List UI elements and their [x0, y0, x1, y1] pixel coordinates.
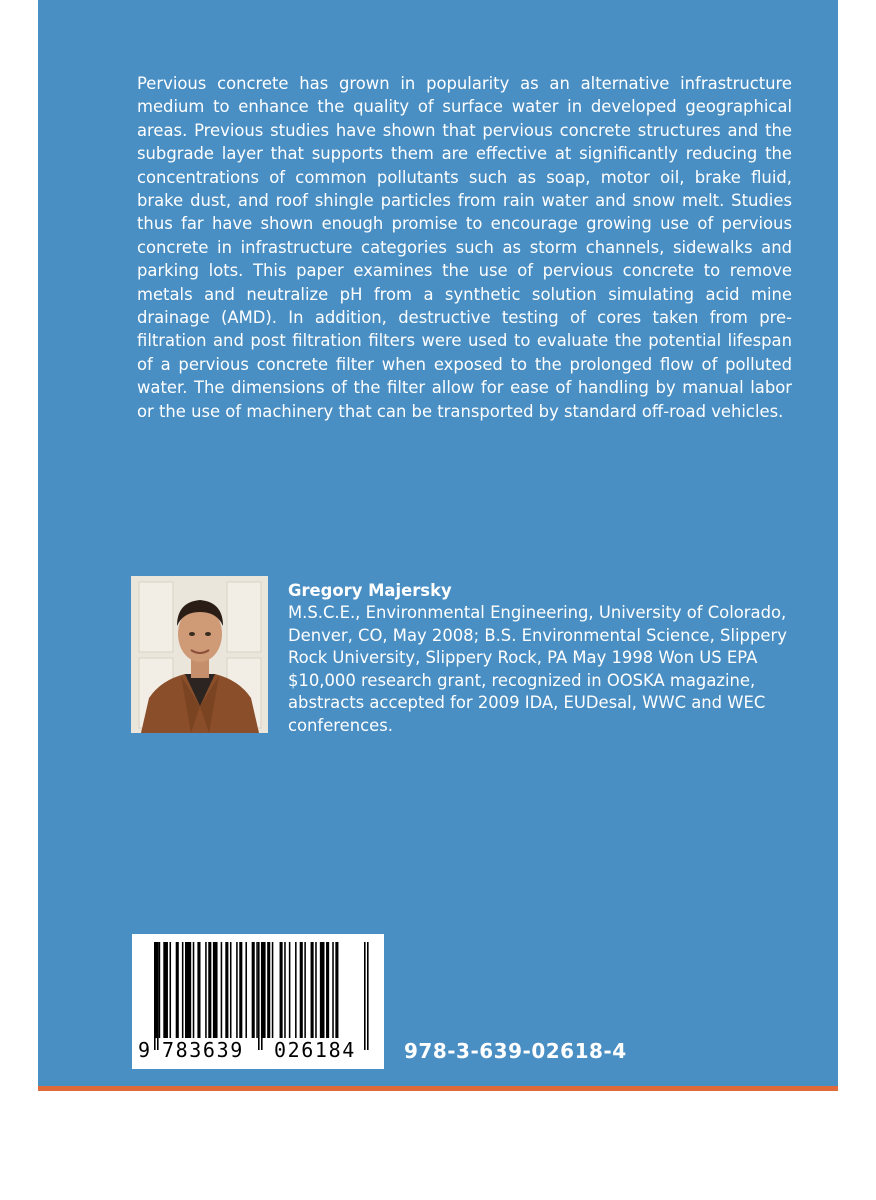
barcode-bar — [208, 942, 211, 1038]
barcode-bar — [335, 942, 338, 1038]
barcode-bar — [245, 942, 247, 1038]
barcode-bar — [230, 942, 232, 1038]
barcode-bar — [320, 942, 325, 1038]
barcode-guard-bar — [258, 942, 260, 1050]
author-bio: M.S.C.E., Environmental Engineering, University of Colorado, Denver, CO, May 2008; B.S. Environmental Science, Slippery Rock University, Slippery Rock, PA May 1998 Won US EPA $10,000 research grant, recognized in OOSKA magazine, abstracts accepted for 2009 IDA, EUDesal, WWC and WEC conferences. — [288, 603, 787, 735]
barcode-bar — [300, 942, 303, 1038]
barcode-bar — [289, 942, 291, 1038]
barcode-bar — [256, 942, 258, 1038]
barcode-bar — [252, 942, 255, 1038]
isbn-number: 978-3-639-02618-4 — [404, 1039, 627, 1063]
barcode-guard-bar — [157, 942, 159, 1050]
author-info — [288, 580, 793, 737]
barcode-bar — [176, 942, 179, 1038]
barcode — [132, 934, 384, 1069]
barcode-bar — [163, 942, 168, 1038]
barcode-digits — [132, 1038, 384, 1068]
barcode-bar — [185, 942, 191, 1038]
barcode-bar — [315, 942, 317, 1038]
barcode-digit-first: 9 — [138, 1038, 151, 1062]
barcode-bar — [284, 942, 286, 1038]
barcode-bar — [236, 942, 238, 1038]
bottom-stripe — [38, 1086, 838, 1091]
barcode-bar — [326, 942, 329, 1038]
barcode-bar — [225, 942, 228, 1038]
author-photo — [131, 576, 268, 733]
barcode-bar — [221, 942, 223, 1038]
barcode-bar — [239, 942, 242, 1038]
barcode-bar — [267, 942, 270, 1038]
barcode-bar — [311, 942, 314, 1038]
barcode-bar — [304, 942, 306, 1038]
barcode-digits-right: 026184 — [274, 1038, 356, 1062]
barcode-bar — [170, 942, 172, 1038]
author-portrait-image — [131, 576, 268, 733]
barcode-bar — [159, 942, 161, 1038]
barcode-bar — [332, 942, 334, 1038]
barcode-bar — [205, 942, 207, 1038]
author-name: Gregory Majersky — [288, 581, 452, 600]
barcode-guard-bar — [367, 942, 369, 1050]
barcode-bar — [193, 942, 195, 1038]
barcode-digits-left: 783639 — [162, 1038, 244, 1062]
barcode-guard-bar — [154, 942, 156, 1050]
book-description: Pervious concrete has grown in popularity as an alternative infrastructure medium to enhance the quality of surface water in developed geographical areas. Previous studies have shown that pervious concrete structures and the subgrade layer that supports them are effective at significantly reducing the concentrations of common pollutants such as soap, motor oil, brake fluid, brake dust, and roof shingle particles from rain water and snow melt. Studies thus far have shown enough promise to encourage growing use of pervious concrete in infrastructure categories such as storm channels, sidewalks and parking lots. This paper examines the use of pervious concrete to remove metals and neutralize pH from a synthetic solution simulating acid mine drainage (AMD). In addition, destructive testing of cores taken from pre-filtration and post filtration filters were used to evaluate the potential lifespan of a pervious concrete filter when exposed to the prolonged flow of polluted water. The dimensions of the filter allow for ease of handling by manual labor or the use of machinery that can be transported by standard off-road vehicles. — [137, 74, 792, 421]
barcode-bar — [295, 942, 297, 1038]
barcode-bar — [280, 942, 283, 1038]
barcode-bar — [197, 942, 200, 1038]
barcode-guard-bar — [364, 942, 366, 1050]
barcode-bar — [272, 942, 274, 1038]
barcode-guard-bar — [261, 942, 263, 1050]
barcode-bar — [213, 942, 218, 1038]
barcode-bar — [182, 942, 184, 1038]
